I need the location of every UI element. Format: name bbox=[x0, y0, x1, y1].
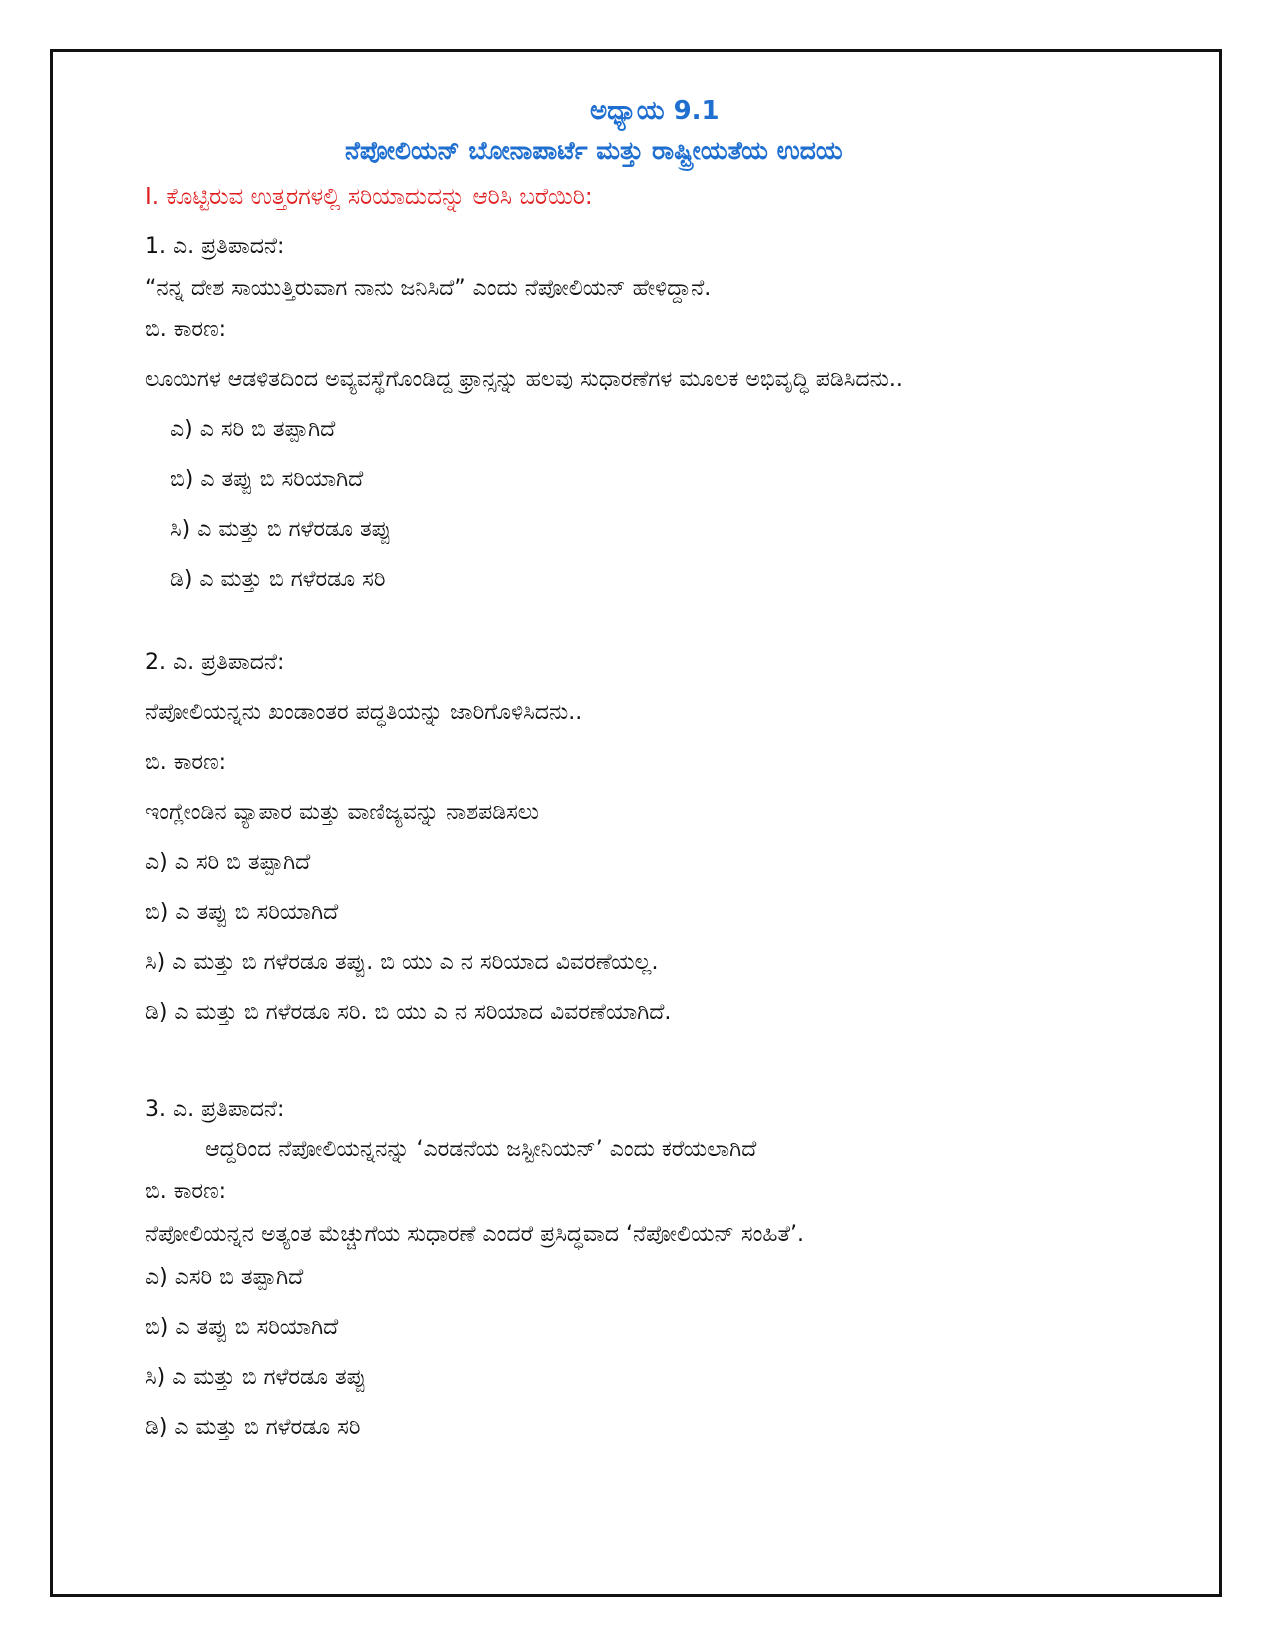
q2-option-c[interactable]: ಸಿ) ಎ ಮತ್ತು ಬಿ ಗಳೆರಡೂ ತಪ್ಪು. ಬಿ ಯು ಎ ನ ಸರಿಯಾದ ವಿವರಣೆಯಲ್ಲ. bbox=[145, 950, 659, 975]
q2-option-a[interactable]: ಎ) ಎ ಸರಿ ಬಿ ತಪ್ಪಾಗಿದೆ bbox=[145, 850, 311, 875]
q1-option-a[interactable]: ಎ) ಎ ಸರಿ ಬಿ ತಪ್ಪಾಗಿದೆ bbox=[170, 417, 336, 442]
q3-option-b[interactable]: ಬಿ) ಎ ತಪ್ಪು ಬಿ ಸರಿಯಾಗಿದೆ bbox=[145, 1315, 339, 1340]
chapter-title: ಅಧ್ಯಾಯ 9.1 bbox=[590, 96, 720, 126]
q2-option-d[interactable]: ಡಿ) ಎ ಮತ್ತು ಬಿ ಗಳೆರಡೂ ಸರಿ. ಬಿ ಯು ಎ ನ ಸರಿಯಾದ ವಿವರಣೆಯಾಗಿದೆ. bbox=[145, 1000, 672, 1025]
q2-reason: ಇಂಗ್ಲೇಂಡಿನ ವ್ಯಾಪಾರ ಮತ್ತು ವಾಣಿಜ್ಯವನ್ನು ನಾಶಪಡಿಸಲು bbox=[145, 800, 540, 825]
section-heading: I. ಕೊಟ್ಟಿರುವ ಉತ್ತರಗಳಲ್ಲಿ ಸರಿಯಾದುದನ್ನು ಆರಿಸಿ ಬರೆಯಿರಿ: bbox=[145, 184, 593, 210]
q3-reason-label: ಬಿ. ಕಾರಣ: bbox=[145, 1179, 227, 1204]
q1-option-c[interactable]: ಸಿ) ಎ ಮತ್ತು ಬಿ ಗಳೆರಡೂ ತಪ್ಪು bbox=[170, 517, 392, 542]
q2-option-b[interactable]: ಬಿ) ಎ ತಪ್ಪು ಬಿ ಸರಿಯಾಗಿದೆ bbox=[145, 900, 339, 925]
q3-assertion-label: 3. ಎ. ಪ್ರತಿಪಾದನೆ: bbox=[145, 1097, 285, 1122]
q3-option-d[interactable]: ಡಿ) ಎ ಮತ್ತು ಬಿ ಗಳೆರಡೂ ಸರಿ bbox=[145, 1415, 361, 1440]
q2-reason-label: ಬಿ. ಕಾರಣ: bbox=[145, 750, 227, 775]
q2-assertion: ನೆಪೋಲಿಯನ್ನನು ಖಂಡಾಂತರ ಪದ್ಧತಿಯನ್ನು ಜಾರಿಗೊಳಿಸಿದನು.. bbox=[145, 700, 583, 725]
q3-assertion: ಆದ್ದರಿಂದ ನೆಪೋಲಿಯನ್ನನನ್ನು ‘ಎರಡನೆಯ ಜಸ್ಟೀನಿಯನ್’ ಎಂದು ಕರೆಯಲಾಗಿದೆ bbox=[205, 1137, 757, 1162]
q1-option-b[interactable]: ಬಿ) ಎ ತಪ್ಪು ಬಿ ಸರಿಯಾಗಿದೆ bbox=[170, 467, 364, 492]
q1-reason-label: ಬಿ. ಕಾರಣ: bbox=[145, 317, 227, 342]
q3-option-c[interactable]: ಸಿ) ಎ ಮತ್ತು ಬಿ ಗಳೆರಡೂ ತಪ್ಪು bbox=[145, 1365, 367, 1390]
q1-assertion: “ನನ್ನ ದೇಶ ಸಾಯುತ್ತಿರುವಾಗ ನಾನು ಜನಿಸಿದೆ” ಎಂದು ನೆಪೋಲಿಯನ್ ಹೇಳಿದ್ದಾನೆ. bbox=[145, 276, 712, 301]
q1-reason: ಲೂಯಿಗಳ ಆಡಳಿತದಿಂದ ಅವ್ಯವಸ್ಥೆಗೊಂಡಿದ್ದ ಫ್ರಾನ್ಸನ್ನು ಹಲವು ಸುಧಾರಣೆಗಳ ಮೂಲಕ ಅಭಿವೃದ್ಧಿ ಪಡಿಸಿದನು.. bbox=[145, 367, 903, 392]
q1-option-d[interactable]: ಡಿ) ಎ ಮತ್ತು ಬಿ ಗಳೆರಡೂ ಸರಿ bbox=[170, 567, 386, 592]
q1-assertion-label: 1. ಎ. ಪ್ರತಿಪಾದನೆ: bbox=[145, 234, 285, 259]
q2-assertion-label: 2. ಎ. ಪ್ರತಿಪಾದನೆ: bbox=[145, 650, 285, 675]
q3-option-a[interactable]: ಎ) ಎಸರಿ ಬಿ ತಪ್ಪಾಗಿದೆ bbox=[145, 1265, 304, 1290]
q3-reason: ನೆಪೋಲಿಯನ್ನನ ಅತ್ಯಂತ ಮೆಚ್ಚುಗೆಯ ಸುಧಾರಣೆ ಎಂದರೆ ಪ್ರಸಿದ್ಧವಾದ ‘ನೆಪೋಲಿಯನ್ ಸಂಹಿತೆ’. bbox=[145, 1222, 805, 1247]
chapter-subtitle: ನೆಪೋಲಿಯನ್ ಬೋನಾಪಾರ್ಟೆ ಮತ್ತು ರಾಷ್ಟ್ರೀಯತೆಯ ಉದಯ bbox=[345, 136, 843, 165]
